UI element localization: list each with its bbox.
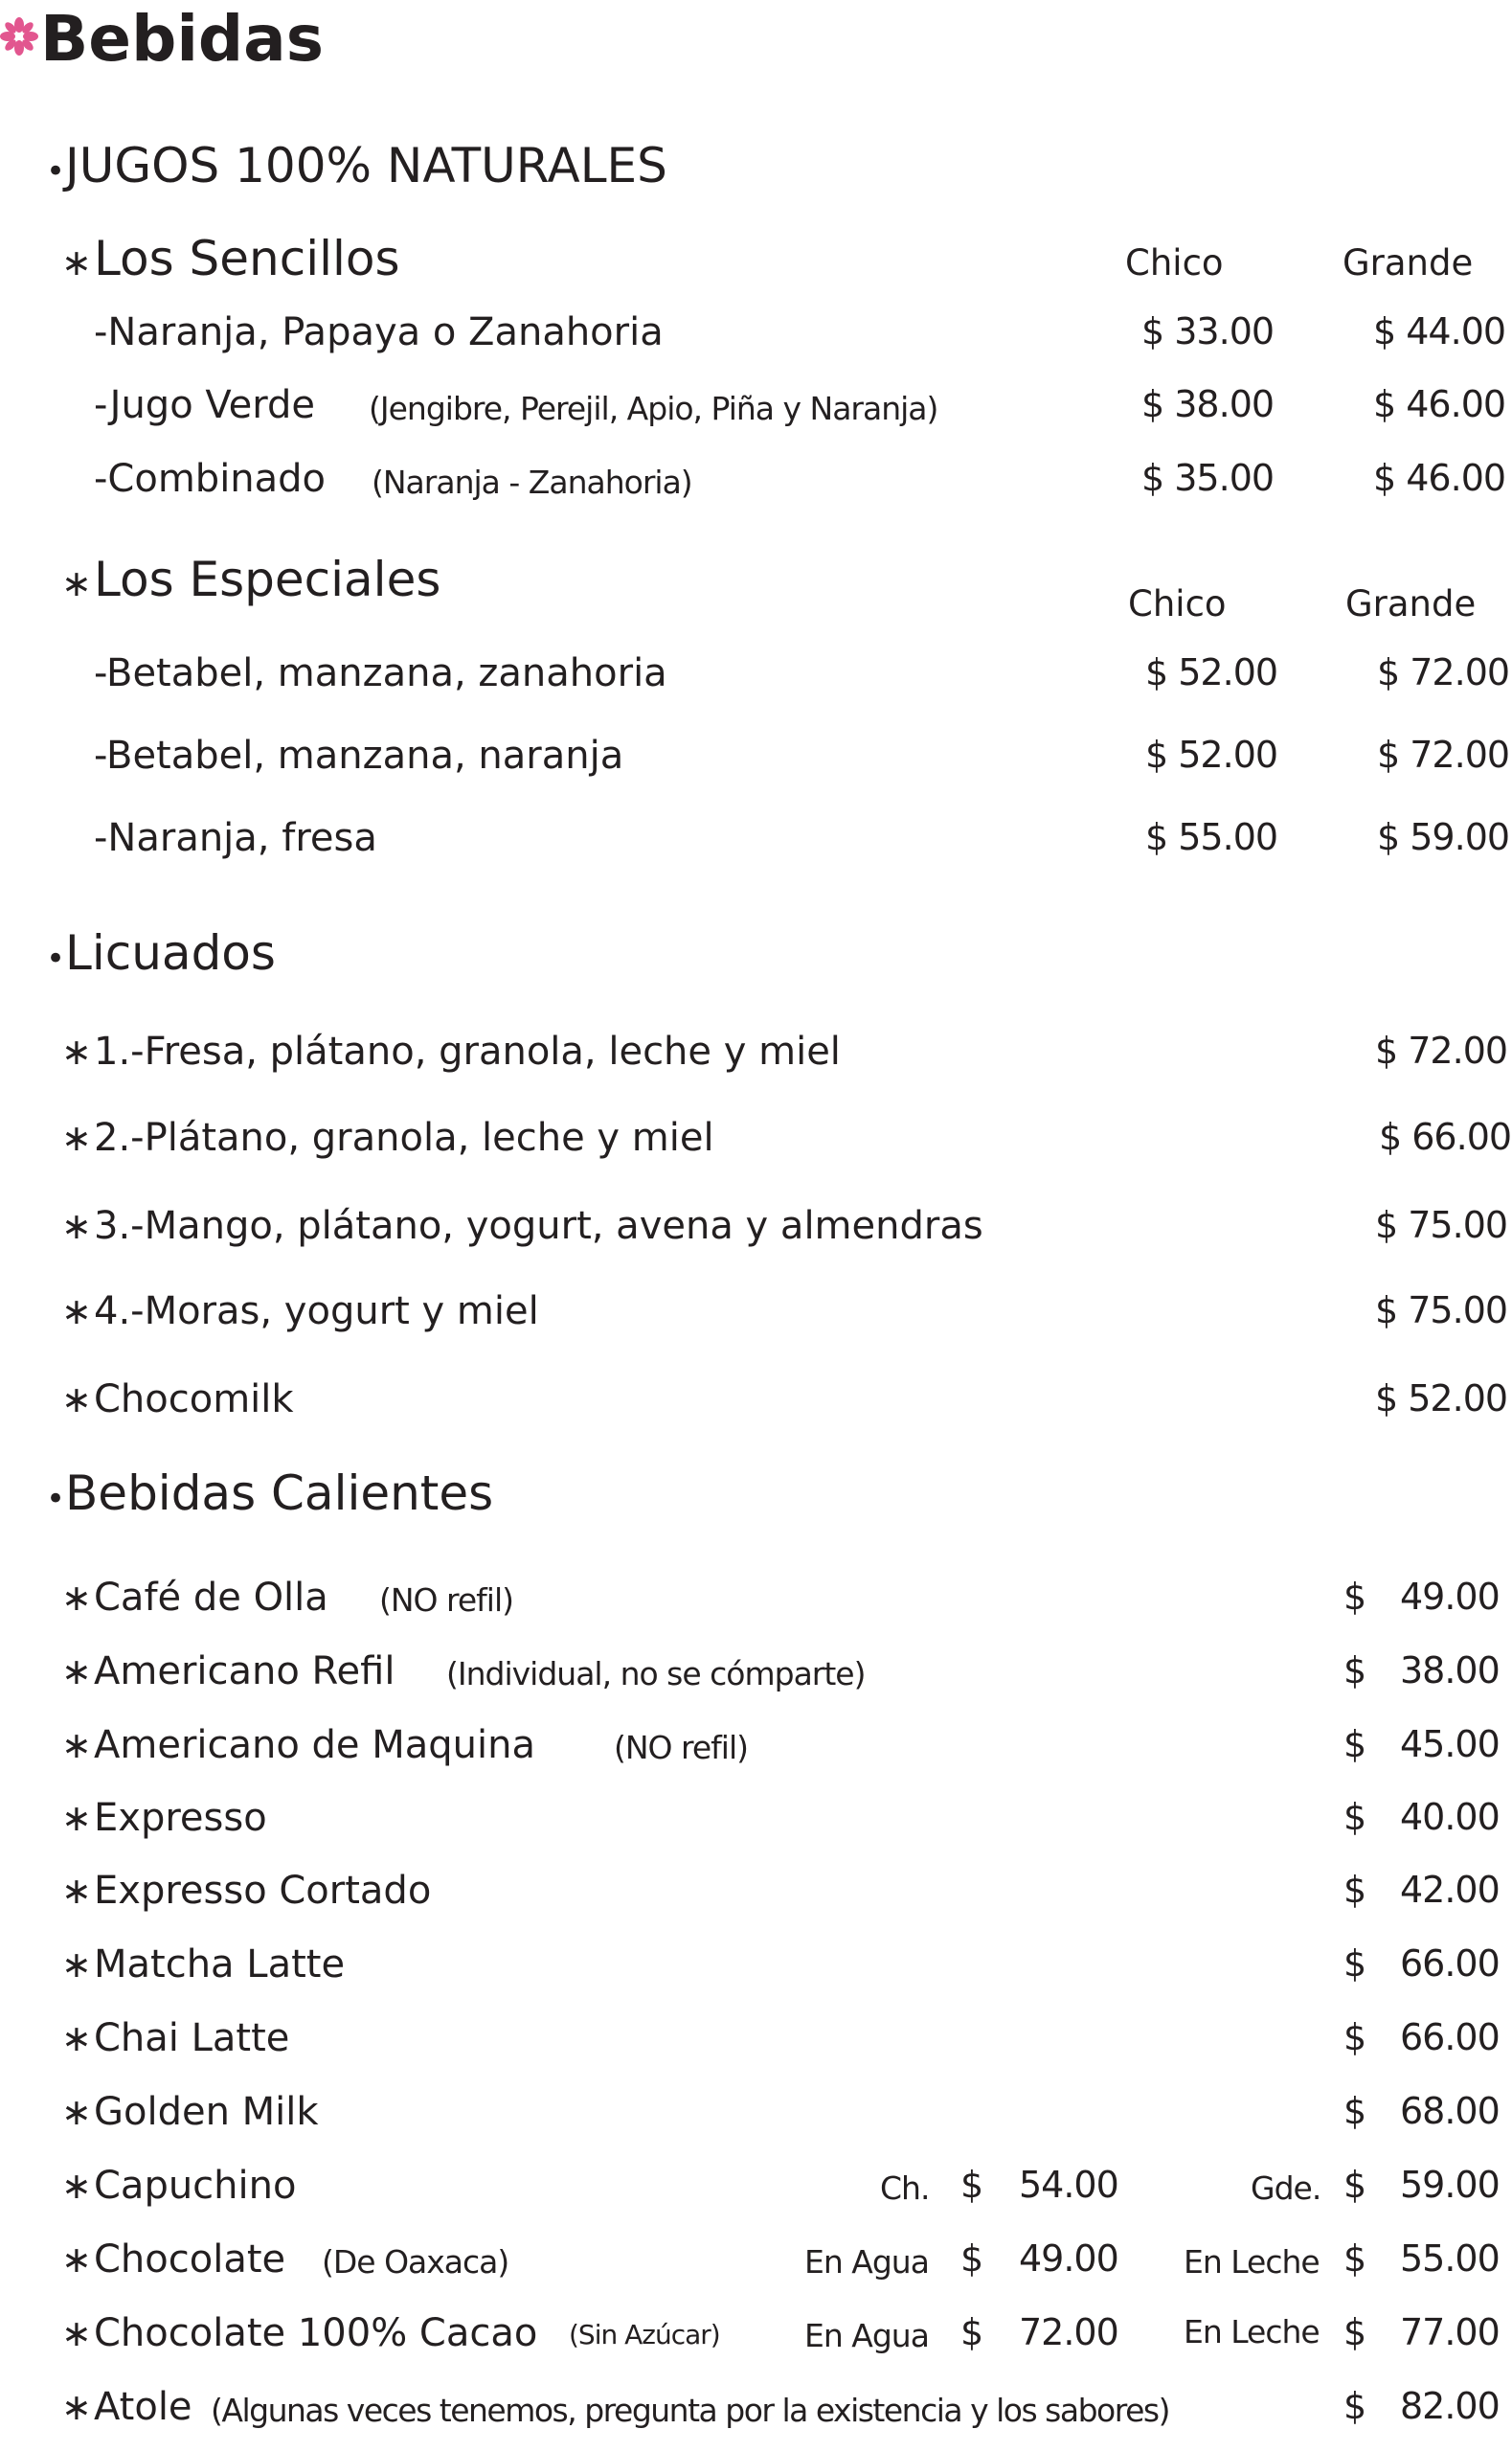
currency-symbol: $: [1343, 2016, 1367, 2058]
asterisk-icon: ∗: [61, 1031, 92, 1073]
asterisk-icon: ∗: [61, 1943, 92, 1986]
asterisk-icon: ∗: [61, 1797, 92, 1839]
asterisk-icon: ∗: [61, 2017, 92, 2059]
asterisk-icon: ∗: [61, 2238, 92, 2281]
menu-item-price: 59.00: [1400, 2164, 1500, 2206]
page-title: Bebidas: [40, 2, 325, 76]
currency-symbol: $: [1343, 2385, 1367, 2427]
menu-item-name: ∗4.-Moras, yogurt y miel: [61, 1289, 539, 1333]
bullet-icon: •: [46, 940, 66, 978]
menu-item-name: ∗Café de Olla: [61, 1576, 328, 1620]
menu-item-note: (Naranja - Zanahoria): [372, 464, 692, 501]
menu-item-price-small: $ 55.00: [1145, 816, 1278, 858]
menu-item-price: 54.00: [1019, 2164, 1118, 2206]
menu-item-name: -Betabel, manzana, naranja: [94, 734, 624, 778]
menu-item-price-small: $ 52.00: [1145, 651, 1278, 693]
asterisk-icon: ∗: [61, 241, 92, 284]
menu-item-price: 49.00: [1019, 2237, 1118, 2280]
asterisk-icon: ∗: [61, 2312, 92, 2354]
currency-symbol: $: [1343, 2311, 1367, 2353]
currency-symbol: $: [1343, 2164, 1367, 2206]
menu-item-price: $ 72.00: [1375, 1030, 1508, 1072]
column-header-grande: Grande: [1345, 583, 1477, 624]
menu-item-name: ∗3.-Mango, plátano, yogurt, avena y almendras: [61, 1204, 983, 1248]
currency-symbol: $: [960, 2237, 984, 2280]
section-jugos-heading: •JUGOS 100% NATURALES: [46, 138, 667, 193]
menu-item-name: ∗Expresso: [61, 1796, 267, 1840]
bullet-icon: •: [46, 1480, 66, 1518]
menu-item-name: -Jugo Verde: [94, 383, 315, 427]
menu-item-name: ∗Americano Refil: [61, 1649, 395, 1693]
option-label: En Agua: [804, 2317, 929, 2354]
currency-symbol: $: [960, 2311, 984, 2353]
menu-item-price-small: $ 52.00: [1145, 734, 1278, 776]
currency-symbol: $: [1343, 1869, 1367, 1911]
currency-symbol: $: [1343, 1942, 1367, 1985]
currency-symbol: $: [1343, 2090, 1367, 2132]
asterisk-icon: ∗: [61, 1378, 92, 1420]
menu-item-name: ∗Chai Latte: [61, 2016, 290, 2060]
menu-item-price: 82.00: [1400, 2385, 1500, 2427]
section-calientes-heading: •Bebidas Calientes: [46, 1465, 494, 1521]
menu-item-price: 38.00: [1400, 1649, 1500, 1691]
size-label: Ch.: [880, 2169, 930, 2207]
menu-item-price-large: $ 72.00: [1377, 734, 1510, 776]
menu-item-price: $ 75.00: [1375, 1204, 1508, 1246]
asterisk-icon: ∗: [61, 1724, 92, 1766]
currency-symbol: $: [1343, 1649, 1367, 1691]
menu-item-price: $ 66.00: [1379, 1116, 1512, 1158]
menu-item-price-large: $ 59.00: [1377, 816, 1510, 858]
bullet-icon: •: [46, 152, 66, 191]
menu-item-price-large: $ 44.00: [1373, 310, 1506, 352]
menu-item-name: -Naranja, Papaya o Zanahoria: [94, 310, 664, 354]
menu-item-note: (Jengibre, Perejil, Apio, Piña y Naranja): [369, 390, 938, 427]
menu-item-name: ∗Chocolate 100% Cacao: [61, 2311, 538, 2355]
menu-item-name: ∗Atole: [61, 2385, 192, 2429]
asterisk-icon: ∗: [61, 2091, 92, 2133]
subsection-especiales-heading: ∗Los Especiales: [61, 552, 441, 607]
subsection-sencillos-heading: ∗Los Sencillos: [61, 231, 400, 286]
menu-item-price: 40.00: [1400, 1796, 1500, 1838]
currency-symbol: $: [1343, 1796, 1367, 1838]
menu-item-note: (NO refil): [379, 1581, 513, 1619]
currency-symbol: $: [1343, 1576, 1367, 1618]
menu-item-price-small: $ 35.00: [1141, 457, 1275, 499]
menu-item-name: ∗Expresso Cortado: [61, 1869, 432, 1913]
currency-symbol: $: [1343, 2237, 1367, 2280]
menu-item-name: -Naranja, fresa: [94, 816, 377, 860]
menu-item-price: $ 52.00: [1375, 1377, 1508, 1419]
asterisk-icon: ∗: [61, 1290, 92, 1332]
option-label: En Leche: [1184, 2313, 1320, 2350]
menu-item-price-large: $ 46.00: [1373, 383, 1506, 425]
menu-item-name: ∗Matcha Latte: [61, 1942, 346, 1987]
column-header-chico: Chico: [1125, 242, 1224, 284]
menu-item-price-small: $ 38.00: [1141, 383, 1275, 425]
menu-item-name: -Combinado: [94, 457, 327, 501]
menu-item-price-large: $ 72.00: [1377, 651, 1510, 693]
asterisk-icon: ∗: [61, 2386, 92, 2428]
menu-item-price: 68.00: [1400, 2090, 1500, 2132]
menu-item-price: 42.00: [1400, 1869, 1500, 1911]
menu-item-price-small: $ 33.00: [1141, 310, 1275, 352]
section-licuados-heading: •Licuados: [46, 925, 276, 981]
menu-item-note: (De Oaxaca): [322, 2243, 509, 2281]
option-label: En Leche: [1184, 2243, 1320, 2281]
asterisk-icon: ∗: [61, 1205, 92, 1247]
menu-item-price: 49.00: [1400, 1576, 1500, 1618]
menu-item-price-large: $ 46.00: [1373, 457, 1506, 499]
column-header-grande: Grande: [1343, 242, 1474, 284]
menu-item-name: ∗Chocolate: [61, 2237, 286, 2282]
menu-item-price: 45.00: [1400, 1723, 1500, 1765]
asterisk-icon: ∗: [61, 2165, 92, 2207]
flower-icon: [0, 17, 38, 56]
menu-item-name: ∗Americano de Maquina: [61, 1723, 535, 1767]
asterisk-icon: ∗: [61, 1577, 92, 1619]
asterisk-icon: ∗: [61, 1650, 92, 1692]
menu-item-price: 66.00: [1400, 2016, 1500, 2058]
option-label: En Agua: [804, 2243, 929, 2281]
asterisk-icon: ∗: [61, 562, 92, 604]
menu-item-price: 72.00: [1019, 2311, 1118, 2353]
menu-item-note: (NO refil): [614, 1729, 748, 1766]
asterisk-icon: ∗: [61, 1870, 92, 1912]
size-label: Gde.: [1251, 2169, 1321, 2207]
menu-item-price: 55.00: [1400, 2237, 1500, 2280]
menu-item-name: ∗Golden Milk: [61, 2090, 319, 2134]
menu-item-note: (Algunas veces tenemos, pregunta por la existencia y los sabores): [211, 2392, 1169, 2429]
column-header-chico: Chico: [1128, 583, 1227, 624]
currency-symbol: $: [960, 2164, 984, 2206]
menu-item-name: -Betabel, manzana, zanahoria: [94, 651, 667, 695]
menu-item-note: (Individual, no se cómparte): [446, 1655, 866, 1692]
menu-item-name: ∗1.-Fresa, plátano, granola, leche y miel: [61, 1030, 841, 1074]
currency-symbol: $: [1343, 1723, 1367, 1765]
asterisk-icon: ∗: [61, 1117, 92, 1159]
menu-item-name: ∗Chocomilk: [61, 1377, 294, 1421]
menu-item-price: 77.00: [1400, 2311, 1500, 2353]
menu-item-price: 66.00: [1400, 1942, 1500, 1985]
menu-item-price: $ 75.00: [1375, 1289, 1508, 1331]
menu-item-note: (Sin Azúcar): [569, 2319, 720, 2350]
menu-item-name: ∗Capuchino: [61, 2164, 297, 2208]
menu-item-name: ∗2.-Plátano, granola, leche y miel: [61, 1116, 714, 1160]
